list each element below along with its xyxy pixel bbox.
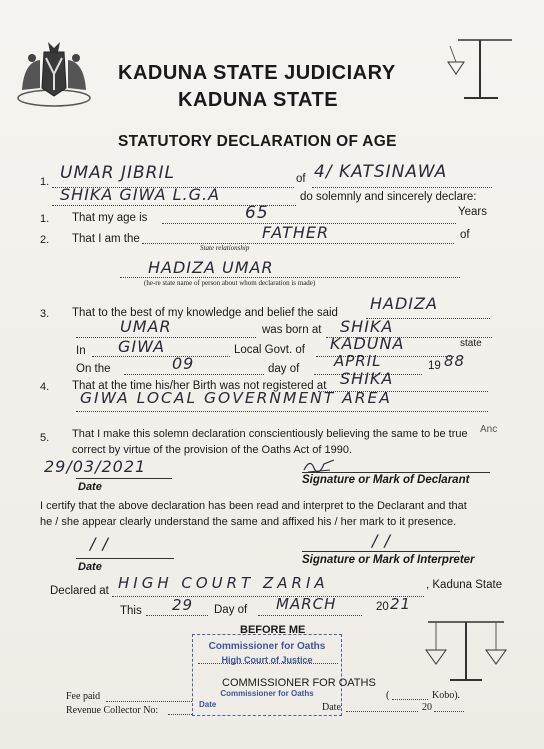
scales-of-justice-icon (440, 34, 520, 106)
footer-date-line (346, 711, 418, 712)
age-value[interactable]: 65 (245, 203, 269, 223)
declared-month-line (258, 615, 362, 616)
judiciary-title: KADUNA STATE JUDICIARY (118, 62, 396, 84)
certify-line2: he / she appear clearly understand the same and affixed his / her mark to it presence. (40, 516, 457, 528)
footer-date-label: Date (322, 702, 341, 713)
revenue-collector-label: Revenue Collector No: (66, 705, 159, 716)
commissioner-signature-line (198, 663, 338, 664)
day-of-label: day of (268, 363, 300, 375)
item3-name2-value[interactable]: UMAR (120, 317, 172, 336)
declaration-date-line (76, 478, 172, 479)
item4-place-value[interactable]: SHIKA (340, 369, 394, 388)
declare-text: do solemnly and sincerely declare: (300, 191, 477, 203)
fee-paid-label: Fee paid (66, 691, 101, 702)
item5-number: 5. (40, 432, 50, 444)
revenue-collector-line (168, 714, 192, 715)
item4-text: That at the time his/her Birth was not registered at (72, 380, 327, 392)
in-label: In (76, 345, 86, 357)
interpreter-date-line (76, 558, 174, 559)
state-label: state (460, 338, 482, 349)
person-name-line (120, 277, 460, 278)
commissioner-label: COMMISSIONER FOR OATHS (222, 677, 376, 689)
stamp-line3: Commissioner for Oaths (220, 689, 314, 698)
item4-number: 4. (40, 381, 50, 393)
address-value[interactable]: 4/ KATSINAWA (314, 162, 448, 182)
interpreter-signature-label: Signature or Mark of Interpreter (302, 554, 475, 566)
certify-line1: I certify that the above declaration has been read and interpret to the Declarant and that (40, 500, 467, 512)
declared-at-label: Declared at (50, 585, 109, 597)
declared-month-value[interactable]: MARCH (276, 595, 337, 613)
state-title: KADUNA STATE (178, 89, 339, 111)
declared-year-prefix: 20 (376, 601, 389, 613)
stamp-line1: Commissioner for Oaths (208, 641, 326, 652)
before-me-label: BEFORE ME (240, 624, 306, 636)
item4-place2-value[interactable]: GIWA LOCAL GOVERNMENT AREA (80, 389, 392, 407)
address-line (312, 187, 492, 188)
coat-of-arms-icon (10, 38, 98, 110)
birth-year-value[interactable]: 88 (444, 352, 466, 370)
state-value[interactable]: KADUNA (330, 334, 405, 353)
person-name-value[interactable]: HADIZA UMAR (148, 258, 274, 277)
address2-value[interactable]: SHIKA GIWA L.G.A (60, 185, 221, 204)
years-label: Years (458, 206, 487, 218)
person-name-hint: (he-re state name of person about whom declaration is made) (144, 279, 316, 287)
declared-day-value[interactable]: 29 (172, 596, 194, 614)
interpreter-date-label: Date (78, 561, 102, 573)
declared-year-value[interactable]: 21 (390, 595, 412, 613)
declarant-signature-line (302, 472, 490, 473)
item1-text: That my age is (72, 212, 148, 224)
this-label: This (120, 605, 142, 617)
item3-number: 3. (40, 308, 50, 320)
item2-of-label: of (460, 229, 470, 241)
item1-number: 1. (40, 213, 50, 225)
kaduna-state-label: , Kaduna State (426, 579, 503, 591)
declaration-date-label: Date (78, 481, 102, 493)
state-relationship-hint: State relationship (200, 244, 250, 252)
kobo-paren: ( (386, 690, 390, 701)
lga-line (92, 356, 230, 357)
of-label: of (296, 173, 306, 185)
item5-text1b: Anc (480, 424, 498, 435)
item3-name2-line (76, 337, 256, 338)
born-at-label: was born at (262, 324, 322, 336)
birth-month-value[interactable]: APRIL (334, 352, 382, 370)
item3-text: That to the best of my knowledge and belief the said (72, 307, 338, 319)
declarant-name-value[interactable]: UMAR JIBRIL (60, 163, 175, 183)
stamp-line2: High Court of Justice (221, 655, 313, 665)
declared-place-value[interactable]: HIGH COURT ZARIA (118, 574, 329, 592)
item4-place2-line (76, 411, 488, 412)
scales-of-justice-bottom-icon (420, 616, 510, 688)
item2-text: That I am the (72, 233, 140, 245)
year-prefix: 19 (428, 360, 441, 372)
intro-number: 1. (40, 176, 50, 188)
commissioner-stamp (192, 634, 342, 716)
footer-year-prefix: 20 (422, 702, 432, 713)
item2-number: 2. (40, 234, 50, 246)
declared-day-line (146, 615, 208, 616)
declared-place-line (112, 596, 424, 597)
lga-value[interactable]: GIWA (118, 337, 166, 356)
footer-year-line (434, 711, 464, 712)
kobo-label: Kobo). (432, 690, 461, 701)
day-of-declared-label: Day of (214, 604, 248, 616)
stamp-line4: Date (199, 700, 217, 709)
item5-text1: That I make this solemn declaration conscientiously believing the same to be true (72, 428, 468, 440)
relationship-value[interactable]: FATHER (262, 223, 330, 242)
declarant-signature-label: Signature or Mark of Declarant (302, 474, 470, 486)
item5-text2: correct by virtue of the provision of the Oaths Act of 1990. (72, 444, 353, 456)
interpreter-signature-line (302, 551, 460, 552)
kobo-line (392, 699, 428, 700)
item3-name1-value[interactable]: HADIZA (370, 294, 438, 313)
birth-day-value[interactable]: 09 (172, 354, 195, 373)
on-the-label: On the (76, 363, 111, 375)
lga-label: Local Govt. of (234, 344, 305, 356)
relationship-line (142, 243, 454, 244)
interpreter-date-value[interactable]: / / (90, 534, 109, 553)
birthplace-value[interactable]: SHIKA (340, 317, 394, 336)
day-line (124, 374, 264, 375)
interpreter-signature-value[interactable]: / / (372, 531, 391, 550)
declaration-date-value[interactable]: 29/03/2021 (44, 457, 147, 476)
fee-paid-line (106, 701, 192, 702)
form-title: STATUTORY DECLARATION OF AGE (118, 133, 397, 150)
